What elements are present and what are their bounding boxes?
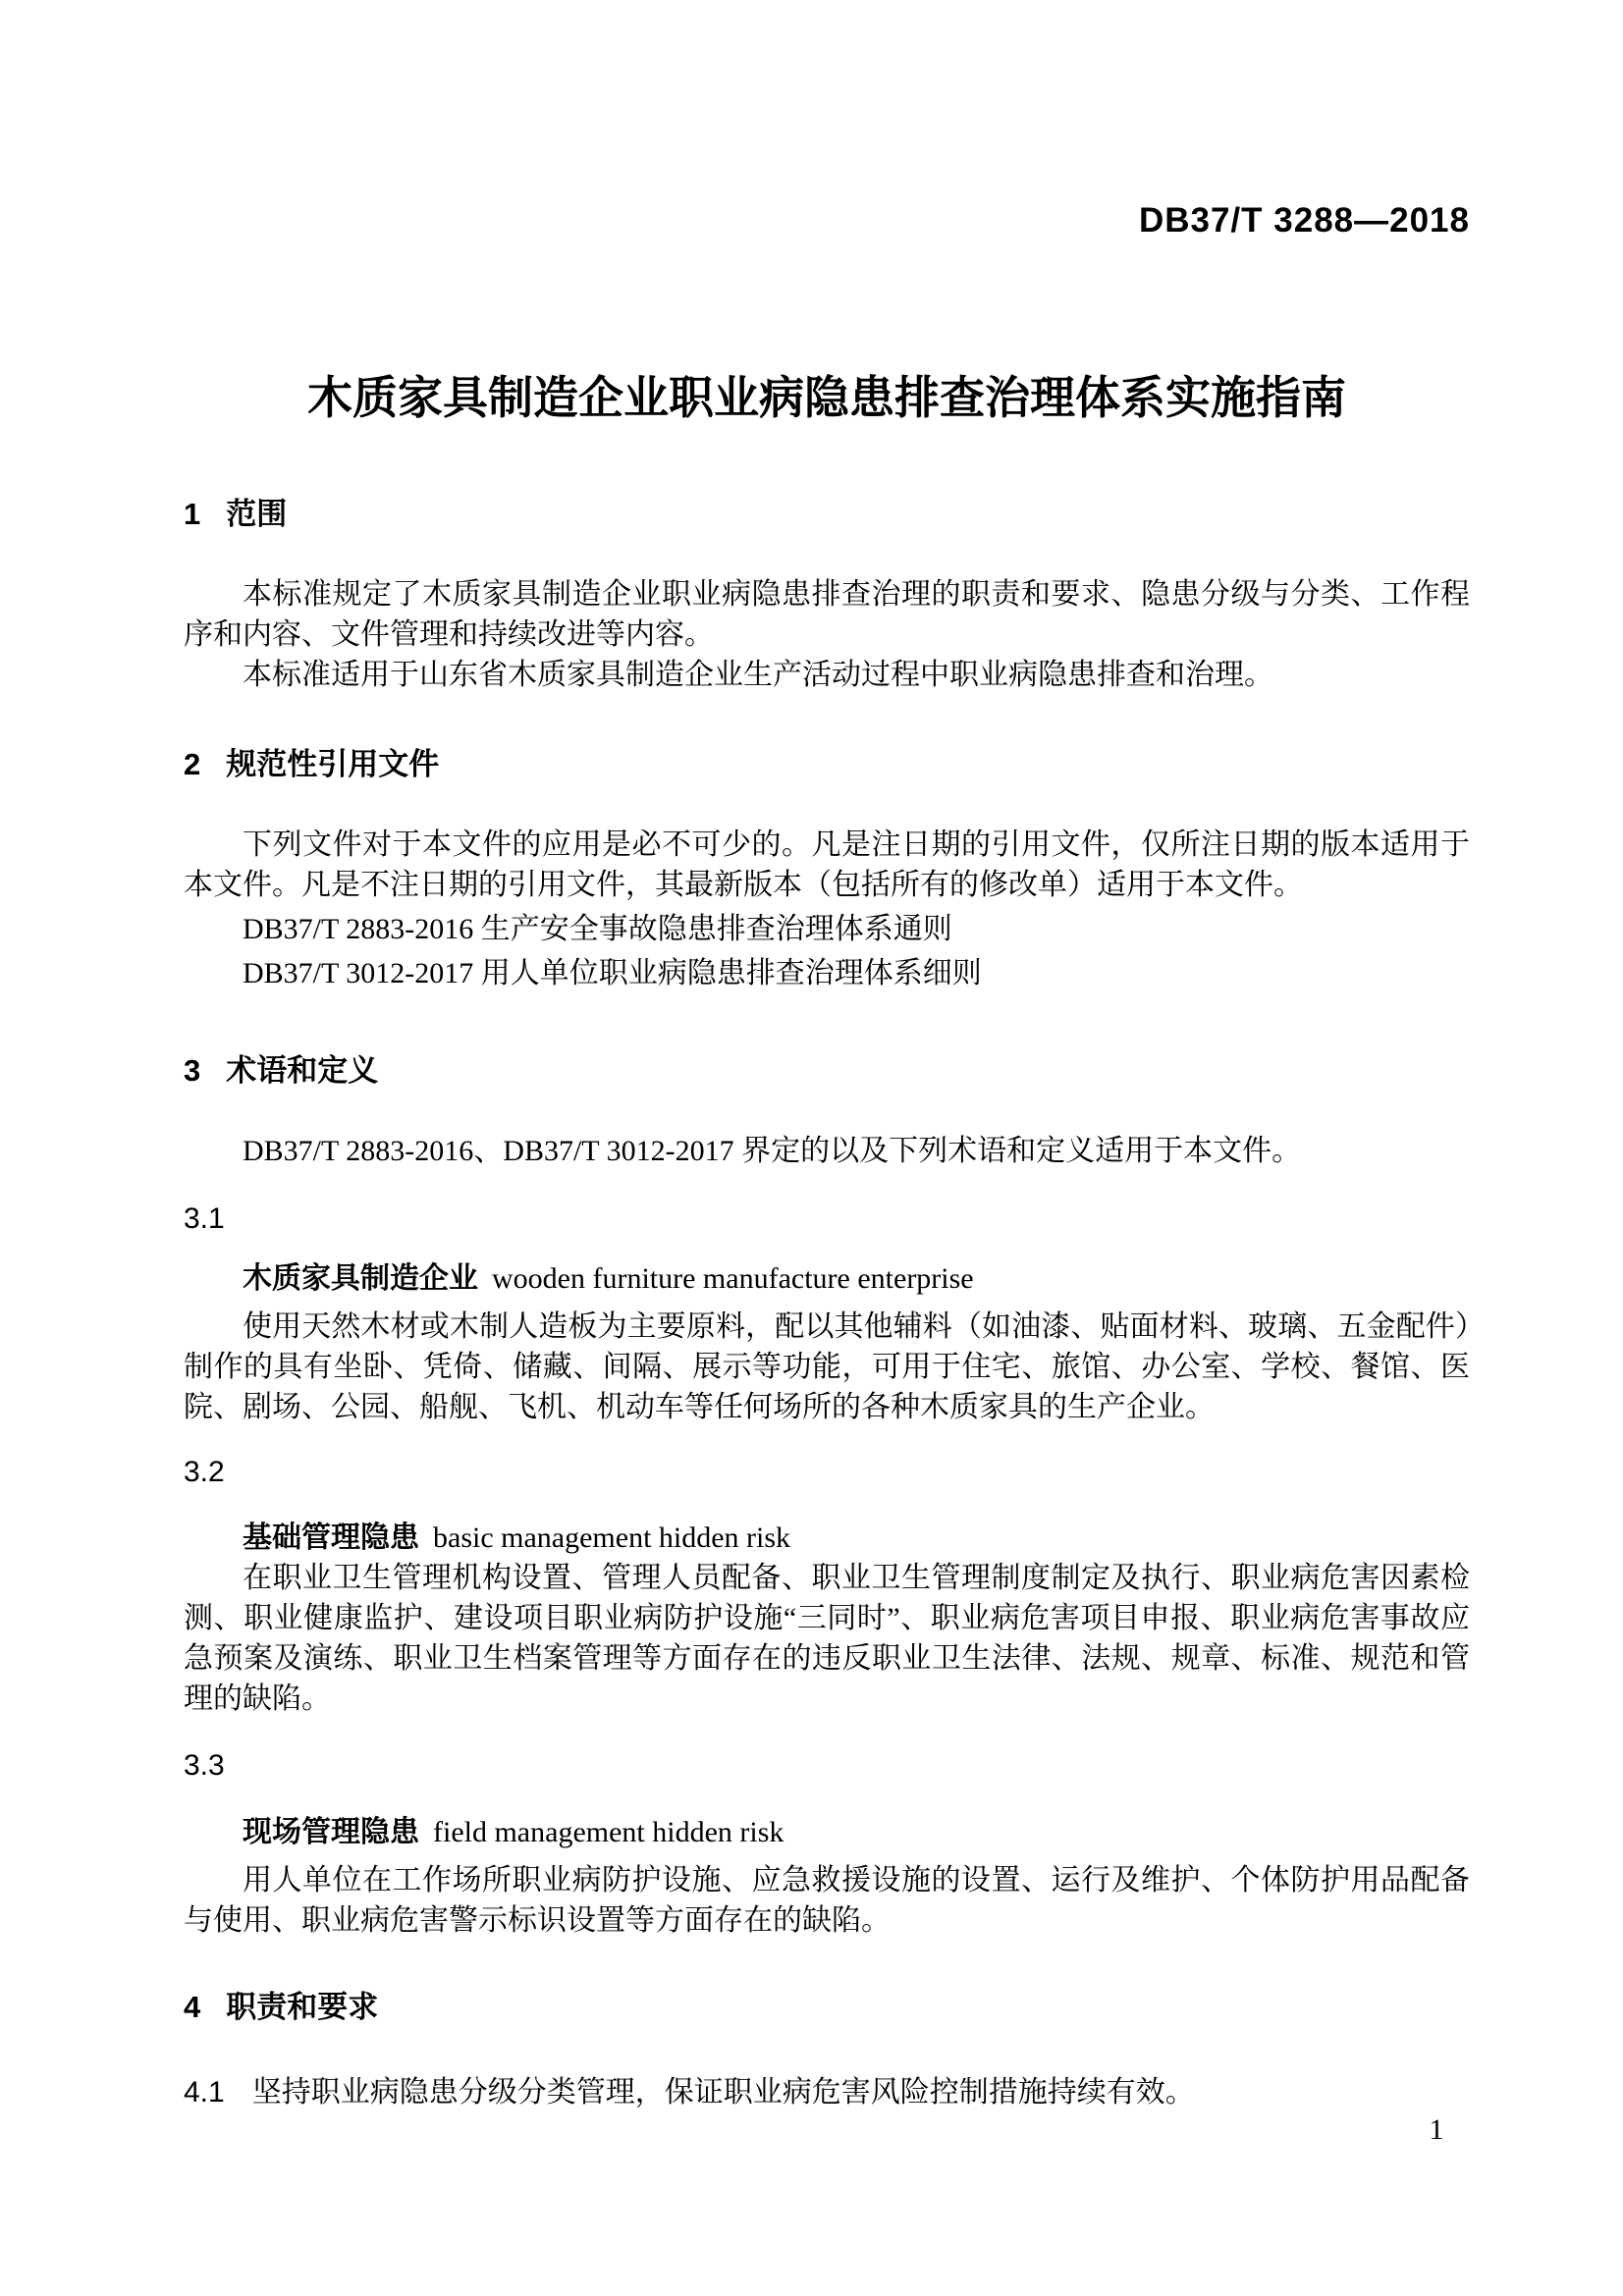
term-name-en: wooden furniture manufacture enterprise bbox=[492, 1262, 974, 1295]
clause-number: 4.1 bbox=[184, 2076, 225, 2109]
section-3-heading bbox=[184, 1050, 1470, 1092]
section-1-heading bbox=[184, 494, 1470, 535]
term-definition: 使用天然木材或木制人造板为主要原料，配以其他辅料（如油漆、贴面材料、玻璃、五金配件）制作的具有坐卧、凭倚、储藏、间隔、展示等功能，可用于住宅、旅馆、办公室、学校、餐馆、医院、剧场、公园、船舰、飞机、机动车等任何场所的各种木质家具的生产企业。 bbox=[184, 1310, 1470, 1423]
section-3-number: 3 bbox=[184, 1053, 201, 1088]
term-number: 3.1 bbox=[184, 1202, 225, 1235]
section-1-number: 1 bbox=[184, 497, 201, 531]
section-3-title: 术语和定义 bbox=[226, 1053, 379, 1088]
paragraph: DB37/T 2883-2016、DB37/T 3012-2017 界定的以及下列术语和定义适用于本文件。 bbox=[243, 1135, 1302, 1167]
term-number: 3.3 bbox=[184, 1749, 225, 1782]
term-line bbox=[184, 1258, 1470, 1299]
section-1-title: 范围 bbox=[226, 497, 288, 531]
section-4-number: 4 bbox=[184, 1990, 201, 2024]
paragraph: 下列文件对于本文件的应用是必不可少的。凡是注日期的引用文件，仅所注日期的版本适用于本文件。凡是不注日期的引用文件，其最新版本（包括所有的修改单）适用于本文件。 bbox=[184, 828, 1470, 901]
term-line bbox=[184, 1812, 1470, 1852]
paragraph: 本标准适用于山东省木质家具制造企业生产活动过程中职业病隐患排查和治理。 bbox=[243, 659, 1273, 691]
doc-number-header: DB37/T 3288—2018 bbox=[1138, 201, 1470, 240]
term-number: 3.2 bbox=[184, 1456, 225, 1488]
term-line bbox=[184, 1518, 1470, 1558]
normative-reference: DB37/T 2883-2016 生产安全事故隐患排查治理体系通则 bbox=[243, 913, 952, 945]
term-definition: 在职业卫生管理机构设置、管理人员配备、职业卫生管理制度制定及执行、职业病危害因素检测、职业健康监护、建设项目职业病防护设施“三同时”、职业病危害项目申报、职业病危害事故应急预案及演练、职业卫生档案管理等方面存在的违反职业卫生法律、法规、规章、标准、规范和管理的缺陷。 bbox=[184, 1562, 1470, 1715]
term-name-en: field management hidden risk bbox=[433, 1816, 784, 1848]
page-number: 1 bbox=[1429, 2113, 1444, 2146]
section-2-title: 规范性引用文件 bbox=[226, 747, 440, 781]
document-title: 木质家具制造企业职业病隐患排查治理体系实施指南 bbox=[307, 372, 1346, 423]
term-name-zh: 现场管理隐患 bbox=[243, 1816, 419, 1848]
normative-reference: DB37/T 3012-2017 用人单位职业病隐患排查治理体系细则 bbox=[243, 957, 982, 989]
clause-text: 坚持职业病隐患分级分类管理，保证职业病危害风险控制措施持续有效。 bbox=[251, 2076, 1195, 2109]
term-definition: 用人单位在工作场所职业病防护设施、应急救援设施的设置、运行及维护、个体防护用品配备与使用、职业病危害警示标识设置等方面存在的缺陷。 bbox=[184, 1864, 1470, 1937]
section-4-title: 职责和要求 bbox=[226, 1990, 379, 2024]
term-name-zh: 基础管理隐患 bbox=[243, 1522, 419, 1554]
clause-4-1 bbox=[184, 2072, 1470, 2112]
section-1-body bbox=[184, 574, 1470, 695]
paragraph: 本标准规定了木质家具制造企业职业病隐患排查治理的职责和要求、隐患分级与分类、工作程序和内容、文件管理和持续改进等内容。 bbox=[184, 578, 1470, 651]
section-2-heading bbox=[184, 744, 1470, 785]
term-name-zh: 木质家具制造企业 bbox=[243, 1262, 478, 1295]
section-3-body bbox=[184, 1131, 1470, 1941]
section-2-number: 2 bbox=[184, 747, 201, 781]
section-4-heading bbox=[184, 1987, 1470, 2028]
term-name-en: basic management hidden risk bbox=[433, 1522, 791, 1554]
section-2-body bbox=[184, 825, 1470, 993]
